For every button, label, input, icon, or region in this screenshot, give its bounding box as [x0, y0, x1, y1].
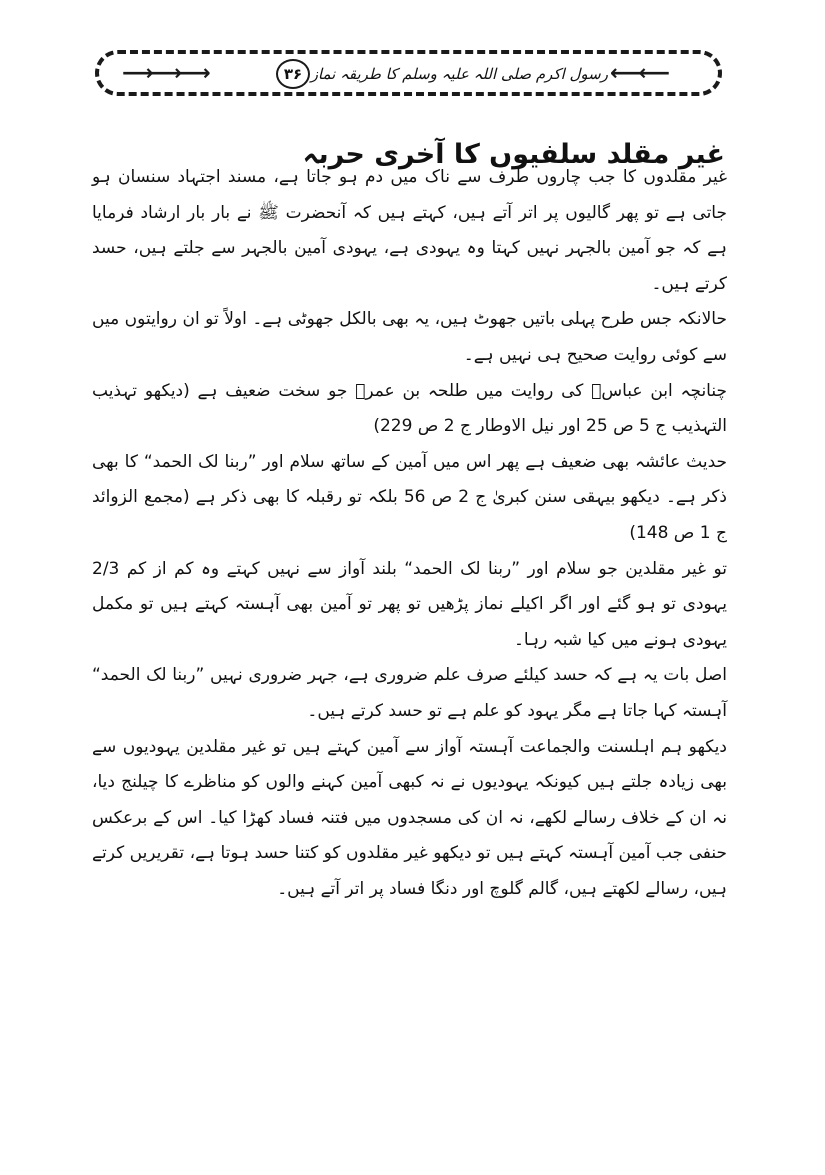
paragraph: غیر مقلدوں کا جب چاروں طرف سے ناک میں دم ہو جاتا ہے، مسند اجتہاد سنسان ہو جاتی ہے تو پھر گالیوں پر اتر آتے ہیں، کہتے ہیں کہ آنحضرت ﷺ نے بار بار ارشاد فرمایا ہے کہ جو آمین بالجہر نہیں کہتا وہ یہودی ہے، یہودی آمین بالجہر سے جلتے ہیں، حسد کرتے ہیں۔: [92, 167, 727, 294]
paragraph: حالانکہ جس طرح پہلی باتیں جھوٹ ہیں، یہ بھی بالکل جھوٹی ہے۔ اولاً تو ان روایتوں میں سے کوئی روایت صحیح ہی نہیں ہے۔: [92, 309, 727, 365]
paragraph: چنانچہ ابن عباسؓ کی روایت میں طلحہ بن عمرؓ جو سخت ضعیف ہے (دیکھو تہذیب التہذیب ج 5 ص 25 اور نیل الاوطار ج 2 ص 229): [92, 380, 727, 437]
section-heading: غیر مقلد سلفیوں کا آخری حربہ: [302, 139, 725, 171]
paragraph: حدیث عائشہ بھی ضعیف ہے پھر اس میں آمین کے ساتھ سلام اور ”ربنا لک الحمد“ کا بھی ذکر ہے۔ دیکھو بیہقی سنن کبریٰ ج 2 ص 56 بلکہ تو رقبلہ کا بھی ذکر ہے (مجمع الزوائد ج 1 ص 148): [92, 451, 727, 543]
header-ornament-left: ⟶⟶⟶: [122, 61, 208, 86]
paragraph: اصل بات یہ ہے کہ حسد کیلئے صرف علم ضروری ہے، جہر ضروری نہیں ”ربنا لک الحمد“ آہستہ کہا جاتا ہے مگر یہود کو علم ہے تو حسد کرتے ہیں۔: [92, 665, 727, 721]
paragraph: دیکھو ہم اہلسنت والجماعت آہستہ آواز سے آمین کہتے ہیں تو غیر مقلدین یہودیوں سے بھی زیادہ جلتے ہیں کیونکہ یہودیوں نے نہ کبھی آمین کہنے والوں کو مناظرے کا چیلنج دیا، نہ ان کے خلاف رسالے لکھے، نہ ان کی مسجدوں میں فتنہ فساد کھڑا کیا۔ اس کے برعکس حنفی جب آمین آہستہ کہتے ہیں تو دیکھو غیر مقلدوں کو کتنا حسد ہوتا ہے، تقریریں کرتے ہیں، رسالے لکھتے ہیں، گالم گلوچ اور دنگا فساد پر اتر آتے ہیں۔: [92, 736, 727, 899]
running-title: رسول اکرم صلی اللہ علیہ وسلم کا طریقہ نماز: [310, 65, 608, 83]
page-number: ۳۶: [276, 59, 310, 89]
paragraph: تو غیر مقلدین جو سلام اور ”ربنا لک الحمد“ بلند آواز سے نہیں کہتے وہ کم از کم 2/3 یہودی تو ہو گئے اور اگر اکیلے نماز پڑھیں تو پھر تو آمین بھی آہستہ کہتے ہیں تو مکمل یہودی ہونے میں کیا شبہ رہا۔: [92, 558, 727, 650]
header-ornament-right: ⟵⟵: [610, 61, 668, 86]
body-text: [92, 160, 727, 907]
